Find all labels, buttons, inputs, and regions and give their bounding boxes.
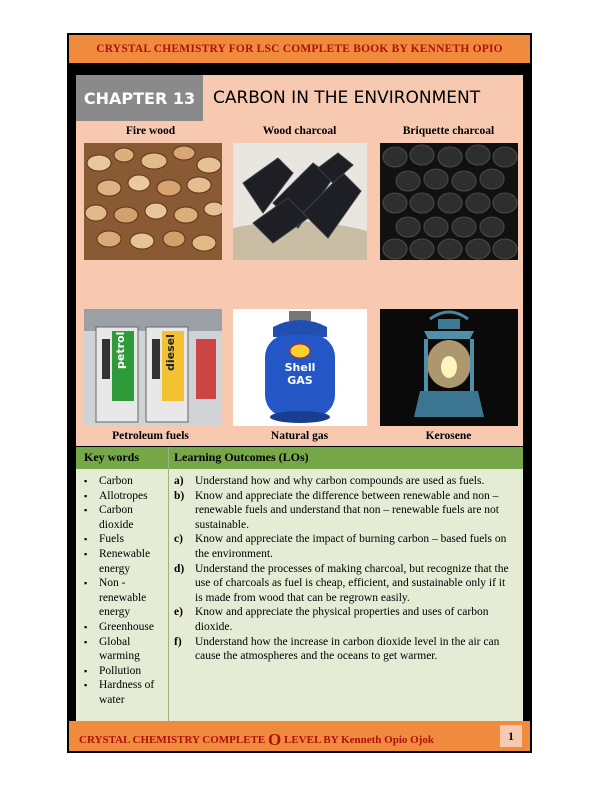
wood-charcoal-photo [233,143,367,260]
outcome-text: Understand the processes of making charcoal, but recognize that the use of charcoals as fuel is cheap, efficient, and sustainable only if it is made from wood that can be regrown easily. [195,562,509,604]
column-divider [168,447,169,729]
outcome-item [174,489,514,533]
page [67,33,532,753]
outcome-text: Know and appreciate the physical properties and uses of carbon dioxide. [195,606,489,633]
gas-cylinder-photo [233,309,367,426]
caption-petroleum-fuels: Petroleum fuels [112,430,189,442]
keyword-item: ▪ Renewable energy [84,547,168,576]
running-header [69,35,530,63]
briquette-charcoal-photo [380,143,518,260]
keyword-item: ▪ Hardness of water [84,678,168,707]
pump-label-petrol: petrol [114,331,127,369]
caption-kerosene: Kerosene [425,430,472,442]
outcome-item [174,605,514,634]
running-footer [69,721,530,751]
outcome-letter: d) [174,562,185,575]
petroleum-pump-photo [84,309,222,426]
chapter-title: CARBON IN THE ENVIRONMENT [213,88,481,108]
caption-natural-gas: Natural gas [270,430,329,442]
outcome-letter: f) [174,635,182,648]
chapter-label: CHAPTER 13 [76,75,203,121]
keyword-item: ▪ Pollution [84,664,168,679]
outcome-item [174,532,514,561]
outcome-letter: e) [174,606,183,619]
keywords-list [84,474,168,708]
outcome-letter: b) [174,489,185,502]
caption-wood-charcoal: Wood charcoal [262,125,337,137]
running-header-text: CRYSTAL CHEMISTRY FOR LSC COMPLETE BOOK BY KENNETH OPIO [96,43,503,55]
kerosene-lamp-photo [380,309,518,426]
keywords-heading: Key words [84,450,139,464]
outcome-text: Know and appreciate the impact of burning carbon – based fuels on the environment. [195,533,507,560]
outcome-text: Understand how and why carbon compounds are used as fuels. [195,475,485,487]
gas-brand-text: GAS [287,374,313,387]
outcome-item [174,635,514,664]
footer-text-big-o: O [268,730,282,749]
keyword-item: ▪ Non - renewable energy [84,576,168,620]
keyword-item: ▪ Carbon [84,474,168,489]
outcome-item [174,474,514,489]
keyword-item: ▪ Carbon dioxide [84,503,168,532]
outcome-text: Know and appreciate the difference between renewable and non – renewable fuels and understand that non – renewable fuels are not sustainable. [195,489,499,531]
outcomes-heading: Learning Outcomes (LOs) [174,450,309,464]
shell-brand-text: Shell [284,361,316,374]
keyword-item: ▪ Fuels [84,532,168,547]
keyword-item: ▪ Allotropes [84,489,168,504]
caption-fire-wood: Fire wood [125,125,176,137]
outcome-letter: a) [174,475,184,487]
fuel-image-grid [76,121,523,446]
outcomes-list [174,474,514,664]
footer-text [79,730,434,750]
outcome-item [174,562,514,606]
keyword-item: ▪ Greenhouse [84,620,168,635]
chapter-title-row [76,75,523,121]
pump-label-diesel: diesel [164,334,177,371]
keyword-item: ▪ Global warming [84,635,168,664]
footer-text-part1: CRYSTAL CHEMISTRY COMPLETE [79,734,269,746]
outcome-text: Understand how the increase in carbon dioxide level in the air can cause the atmospheres and the oceans to get warmer. [195,635,500,663]
footer-text-part2: LEVEL BY Kenneth Opio Ojok [281,734,434,746]
table-header [76,447,523,469]
page-number: 1 [500,725,522,747]
outcome-letter: c) [174,533,183,546]
firewood-photo [84,143,222,260]
keywords-outcomes-table [76,447,523,729]
caption-briquette-charcoal: Briquette charcoal [402,125,495,137]
